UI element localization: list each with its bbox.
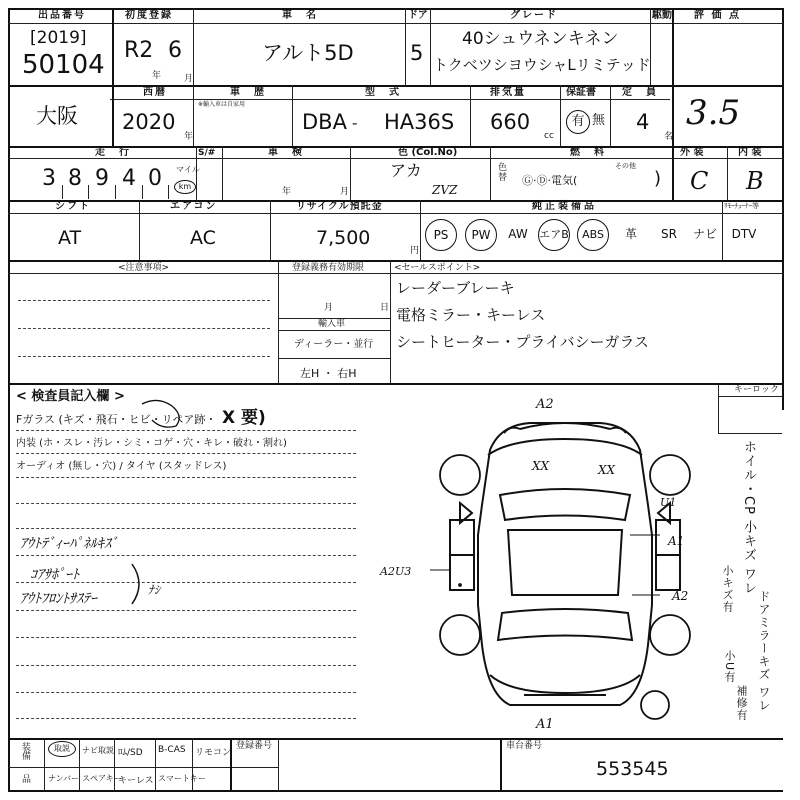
option-pw-circled: PW [465,219,497,251]
note-line [16,610,356,611]
history-label: 車 歴 [230,87,266,98]
glass-line: Fガラス (キズ・飛石・ヒビ・リペア跡・ [16,413,217,426]
divider [88,185,89,199]
divider [490,146,491,200]
first-reg-era-year: R2 [124,38,154,63]
color-code: ZVZ [432,183,458,197]
handle-label: 左H ・ 右H [300,367,357,380]
damage-mark-mirror: U1 [660,496,677,509]
option-sr: SR [661,227,677,241]
sales-point-2: 電格ミラー・キーレス [396,306,546,324]
handwritten-scribble [138,396,198,430]
type-code: HA36S [384,110,455,134]
option-abs-circled: ABS [577,219,609,251]
reg-day-unit: 日 [380,303,390,313]
interior-grade: B [746,167,764,195]
divider [8,767,278,768]
key-lock-label: キーロック [734,385,779,395]
year-unit: 年 [152,71,162,81]
divider [112,8,114,85]
divider [222,146,223,200]
color: アカ [390,161,422,180]
exterior-label: 外 装 [680,147,704,158]
fuel-label: 燃 料 [570,147,606,158]
grade-line1: 40シュウネンキネン [462,29,619,49]
yen-unit: 円 [410,246,420,256]
smart-key: スマートキー [158,774,206,783]
damage-mark-front: A2 [536,397,554,412]
note-line [16,453,356,454]
keyless: キーレス [118,776,154,786]
nenshiki-unit: 年 [184,132,194,142]
seats: 4 [636,110,650,134]
divider [112,85,114,146]
divider [727,146,728,200]
divider [270,200,271,260]
divider [139,200,140,260]
recycle: 7,500 [316,227,371,249]
score-label: 評 価 点 [694,10,741,21]
divider [718,396,782,397]
mileage-digit: 3 [42,166,56,191]
cc-unit: cc [544,131,554,141]
reg-number-label: 登録番号 [236,741,273,751]
color-label: 色 (Col.No) [398,147,458,158]
divider [44,738,45,790]
option-navi: ナビ [692,227,717,241]
inspection-year-unit: 年 [282,187,292,197]
handwritten-note-1: ｱｳﾄﾃﾞｨｰﾊﾟﾈﾙｷｽﾞ [20,536,118,552]
note-line [16,430,356,431]
chassis-label: 車台番号 [506,741,543,751]
chassis-number: 553545 [596,758,669,780]
exterior-grade: C [690,167,709,195]
displacement: 660 [490,110,531,134]
divider [278,260,279,383]
equipment-row-label-2: 品 [22,775,32,785]
note-line [16,718,356,719]
divider [672,8,674,85]
type-label: 型 式 [365,87,401,98]
type-prefix: DBA [302,110,347,134]
side-note-small-1: 小キズ有 [721,565,734,613]
divider [278,358,390,359]
ac: AC [190,227,216,249]
sales-point-3: シートヒーター・プライバシーガラス [396,333,649,351]
handwritten-note-2: ｺｱｻﾎﾟｰﾄ [30,567,79,583]
mileage-digit: 4 [122,166,136,191]
equipment-label: 純正装備品 [532,201,597,212]
note-line [18,356,270,357]
manual-circled: 取説 [48,741,76,757]
divider [110,99,670,100]
doors-label: ドア [408,10,428,21]
mile-unit: マイル [176,165,200,174]
spare-key: スペアキー [82,774,122,783]
note-line [16,637,356,638]
model-year-label: 西暦 [143,87,167,98]
divider [115,185,116,199]
divider [8,213,783,214]
region: 大阪 [36,104,78,128]
fuel-close: ) [654,168,662,189]
note-line [18,328,270,329]
note-line [16,528,356,529]
reg-expiry-label: 登録義務有効期限 [292,263,365,273]
divider [350,146,351,200]
border-right [782,8,784,410]
divider [8,273,783,274]
warranty-no: 無 [592,113,606,128]
handwritten-note-4: ﾅｼ [148,583,161,597]
lot-label: 出品番号 [38,10,86,21]
lot-number: 50104 [22,50,105,80]
divider [610,85,611,146]
model-year: 2020 [122,110,176,134]
km-unit-circled: km [174,180,196,194]
damage-mark-rear-door: A2 [672,589,689,603]
divider [420,200,421,260]
divider [193,8,194,85]
handwritten-bracket [128,562,148,606]
border-left [8,8,10,790]
inspector-title: < 検査員記入欄 > [16,389,125,404]
first-reg-month: 6 [168,38,182,63]
damage-mark-hood: XX [532,459,550,473]
note-line [16,477,356,478]
glass-verdict: X 要) [222,408,266,428]
first-reg-label: 初度登録 [125,10,173,21]
divider [390,260,391,383]
handwritten-note-3: ｱｳﾄﾌﾛﾝﾄｻｽﾃｰ [20,591,97,607]
mileage-label: 走 行 [95,147,131,158]
audio-line: オーディオ (無し・穴) / タイヤ (スタッドレス) [16,461,227,472]
warranty-yes-circled: 有 [566,110,590,134]
notes-label: <注意事項> [118,263,170,273]
s-label: S/# [198,148,216,158]
note-line [16,665,356,666]
note-line [16,555,356,556]
inspection-month-unit: 月 [340,187,350,197]
divider [8,200,783,202]
shift: AT [58,227,82,249]
divider [62,185,63,199]
shift-label: シフト [55,201,91,212]
divider [278,330,390,331]
divider [8,23,783,24]
divider [8,260,783,262]
divider [292,85,293,146]
option-airbag-circled: エアB [538,219,570,251]
car-name: アルト5D [262,41,354,65]
divider [500,738,502,790]
inspection-label: 車 検 [268,147,304,158]
divider [672,146,674,200]
fuel-options: Ⓖ·Ⓓ·電気( [522,174,578,187]
history-note: ※輸入車は自家用 [198,101,246,108]
side-note-small-2: 小U有 [723,650,736,684]
divider [8,738,783,740]
reg-month-unit: 月 [324,303,334,313]
seats-unit: 名 [664,132,674,142]
car-name-label: 車 名 [282,10,318,21]
divider [79,738,80,790]
grade-line2: トクベツシヨウシャLリミテッド [433,56,651,74]
mileage-digit: 9 [95,166,109,191]
note-line [16,692,356,693]
mileage-digit: 0 [148,166,162,191]
option-aw: AW [508,227,528,241]
option-ps-circled: PS [425,219,457,251]
doors: 5 [410,41,424,65]
option-leather: 革 [624,227,637,241]
displacement-label: 排気量 [490,87,526,98]
divider [278,738,279,790]
tuner-label: ﾘﾓｰﾁｭｰﾅｰ等 [724,202,759,210]
drive-label: 駆動 [652,10,672,21]
divider [405,8,406,85]
interior-line: 内装 (ホ・スレ・汚レ・シミ・コゲ・穴・キレ・破れ・割れ) [16,438,287,449]
remote: リモコン [195,748,232,758]
divider [8,790,783,792]
color-change-label: 色替 [498,163,508,183]
damage-mark-side: A2U3 [380,565,412,578]
divider [193,85,194,146]
note-line [16,503,356,504]
divider [560,85,561,146]
damage-mark-door: A1 [668,534,685,548]
type-dash: - [352,114,358,132]
recycle-label: リサイクル預託金 [296,201,383,212]
sales-label: <セールスポイント> [394,263,481,273]
sales-point-1: レーダーブレーキ [396,279,515,297]
note-line [18,300,270,301]
plate-number: ナンバー [48,774,80,783]
side-note-wheel: ホイル・CP 小キズ ワレ [741,440,756,596]
import-label: 輸入車 [318,319,346,329]
equipment-row-label-1: 装備 [22,743,32,763]
ac-label: エアコン [170,201,218,212]
side-note-repair: 補修有 [735,685,748,721]
divider [430,8,431,85]
divider [168,185,169,199]
divider [470,85,471,146]
car-diagram [420,395,720,735]
warranty-label: 保証書 [566,87,596,98]
lot-year: [2019] [30,28,87,48]
mileage-digit: 8 [68,166,82,191]
rom-sd: ﾛﾑ/SD [118,748,143,758]
fuel-other: その他 [615,162,636,170]
interior-label: 内 装 [738,147,762,158]
month-unit: 月 [184,74,194,84]
grade-label: グレード [510,10,558,21]
option-dtv: DTV [731,227,757,241]
divider [718,433,782,434]
side-note-door-mirror: ドアミラーキズ ワレ [757,590,771,712]
divider [8,383,783,385]
b-cas: B-CAS [158,745,186,755]
divider [142,185,143,199]
navi-manual: ナビ取説 [82,746,114,755]
divider [8,158,783,159]
damage-mark-wheel: XX [598,463,616,477]
score: 3.5 [686,93,741,133]
seats-label: 定 員 [622,87,658,98]
damage-mark-rear: A1 [536,717,554,732]
divider [155,738,156,790]
dealer-label: ディーラー・並行 [294,339,374,350]
divider [722,200,723,260]
